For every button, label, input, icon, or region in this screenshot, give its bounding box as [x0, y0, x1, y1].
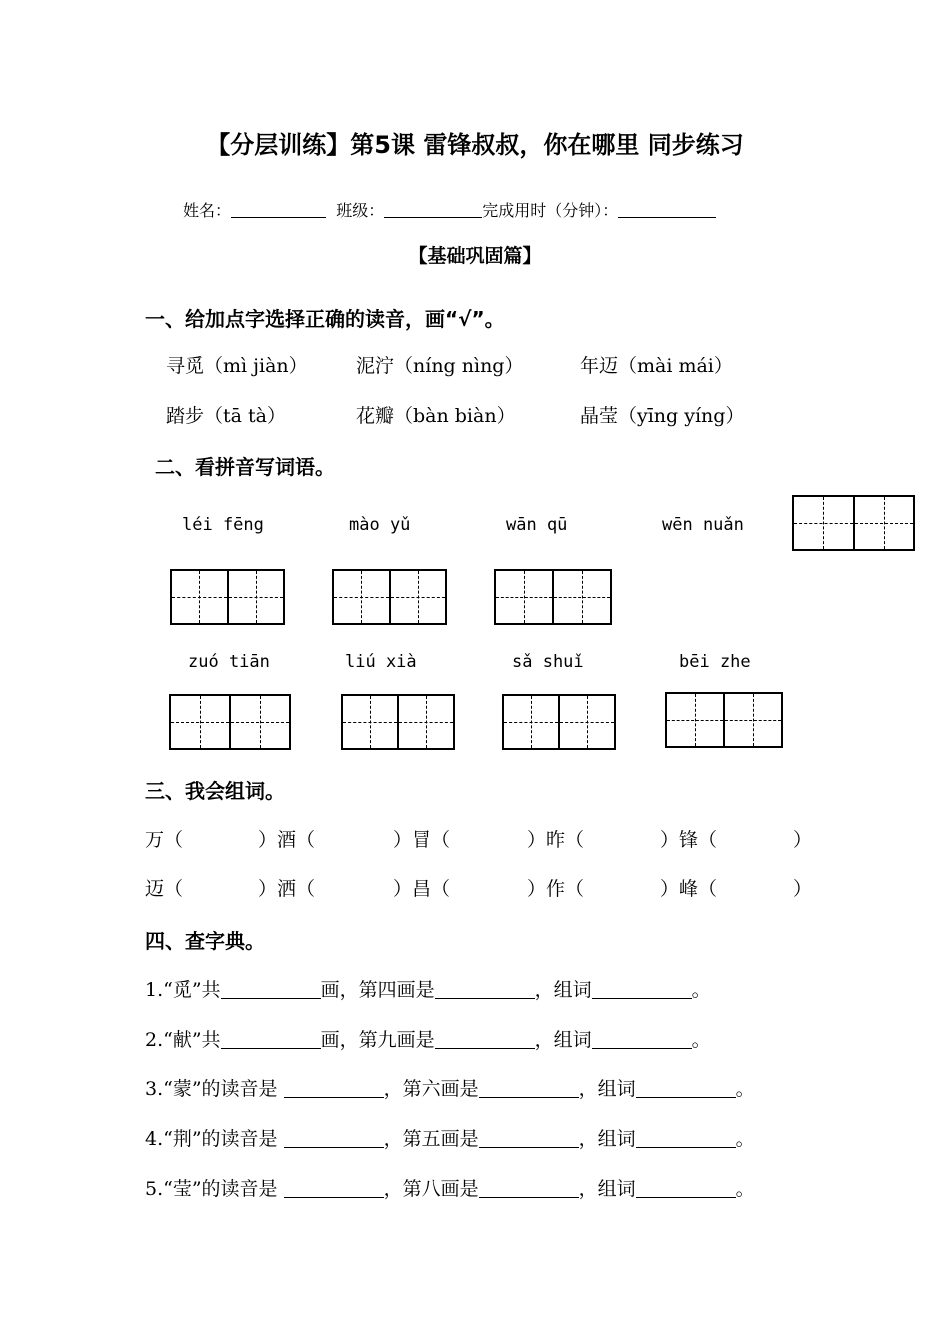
- name-label: 姓名：: [183, 201, 232, 220]
- answer-blank[interactable]: [284, 1179, 384, 1198]
- answer-blank[interactable]: [479, 1179, 579, 1198]
- pinyin-label: mào yǔ: [349, 515, 411, 535]
- line-text: 。: [735, 1078, 755, 1100]
- line-text: 2.“献”共: [145, 1029, 221, 1051]
- line-text: ，组词: [534, 979, 592, 1001]
- word-group-item: ）昨（: [527, 829, 585, 851]
- section-subtitle: 【基础巩固篇】: [408, 245, 542, 267]
- line-text: 5.“莹”的读音是: [145, 1178, 284, 1200]
- line-text: 画，第四画是: [320, 979, 435, 1001]
- line-text: 1.“觅”共: [145, 979, 221, 1001]
- answer-blank[interactable]: [435, 1030, 535, 1049]
- section1-heading: 一、给加点字选择正确的读音，画“√”。: [145, 307, 505, 331]
- writing-grid[interactable]: [332, 569, 447, 625]
- reading-item: 泥泞（níng nìng）: [356, 355, 524, 377]
- answer-blank[interactable]: [636, 1179, 736, 1198]
- answer-blank[interactable]: [592, 980, 692, 999]
- answer-blank[interactable]: [284, 1129, 384, 1148]
- section2-heading: 二、看拼音写词语。: [155, 455, 335, 479]
- line-text: 画，第九画是: [320, 1029, 435, 1051]
- page-title: 【分层训练】第5课 雷锋叔叔，你在哪里 同步练习: [206, 131, 744, 159]
- answer-blank[interactable]: [479, 1129, 579, 1148]
- word-group-item: 迈（: [145, 878, 184, 900]
- student-info-row: [183, 198, 716, 221]
- reading-item: 寻觅（mì jiàn）: [166, 355, 308, 377]
- line-text: 。: [735, 1178, 755, 1200]
- line-text: ，第五画是: [383, 1128, 479, 1150]
- reading-item: 年迈（mài mái）: [580, 355, 733, 377]
- answer-blank[interactable]: [221, 1030, 321, 1049]
- dictionary-line: [145, 975, 711, 1002]
- answer-blank[interactable]: [284, 1079, 384, 1098]
- pinyin-label: liú xià: [345, 652, 417, 672]
- word-group-item: ）昌（: [393, 878, 451, 900]
- pinyin-label: bēi zhe: [679, 652, 751, 672]
- word-group-item: ）锋（: [660, 829, 718, 851]
- line-text: 。: [691, 1029, 711, 1051]
- writing-grid[interactable]: [792, 495, 915, 551]
- word-group-item: ）洒（: [258, 878, 316, 900]
- dictionary-line: [145, 1174, 755, 1201]
- word-group-item: ）: [793, 829, 813, 851]
- class-label: 班级：: [336, 201, 385, 220]
- answer-blank[interactable]: [636, 1129, 736, 1148]
- name-field[interactable]: [231, 203, 326, 218]
- answer-blank[interactable]: [479, 1079, 579, 1098]
- pinyin-label: wān qū: [506, 515, 568, 535]
- time-field[interactable]: [618, 203, 716, 218]
- word-group-item: ）峰（: [660, 878, 718, 900]
- section4-heading: 四、查字典。: [145, 929, 265, 953]
- line-text: ，第八画是: [383, 1178, 479, 1200]
- line-text: 。: [691, 979, 711, 1001]
- writing-grid[interactable]: [170, 569, 285, 625]
- pinyin-label: zuó tiān: [188, 652, 270, 672]
- line-text: ，组词: [578, 1128, 636, 1150]
- reading-item: 踏步（tā tà）: [166, 405, 286, 427]
- writing-grid[interactable]: [494, 569, 612, 625]
- word-group-item: ）酒（: [258, 829, 316, 851]
- pinyin-label: léi fēng: [182, 515, 264, 535]
- reading-item: 花瓣（bàn biàn）: [356, 405, 516, 427]
- dictionary-line: [145, 1025, 711, 1052]
- dictionary-line: [145, 1124, 755, 1151]
- pinyin-label: wēn nuǎn: [662, 515, 744, 535]
- line-text: 。: [735, 1128, 755, 1150]
- answer-blank[interactable]: [636, 1079, 736, 1098]
- writing-grid[interactable]: [502, 694, 616, 750]
- reading-item: 晶莹（yīng yíng）: [580, 405, 745, 427]
- pinyin-label: sǎ shuǐ: [512, 652, 584, 672]
- line-text: ，组词: [534, 1029, 592, 1051]
- writing-grid[interactable]: [665, 692, 783, 748]
- word-group-item: 万（: [145, 829, 184, 851]
- line-text: ，组词: [578, 1078, 636, 1100]
- word-group-item: ）作（: [527, 878, 585, 900]
- line-text: 4.“荆”的读音是: [145, 1128, 284, 1150]
- writing-grid[interactable]: [169, 694, 291, 750]
- writing-grid[interactable]: [341, 694, 455, 750]
- word-group-item: ）: [793, 878, 813, 900]
- answer-blank[interactable]: [221, 980, 321, 999]
- class-field[interactable]: [384, 203, 482, 218]
- dictionary-line: [145, 1074, 755, 1101]
- section3-heading: 三、我会组词。: [145, 779, 285, 803]
- time-label: 完成用时（分钟）：: [482, 201, 619, 220]
- line-text: 3.“蒙”的读音是: [145, 1078, 284, 1100]
- word-group-item: ）冒（: [393, 829, 451, 851]
- answer-blank[interactable]: [592, 1030, 692, 1049]
- line-text: ，组词: [578, 1178, 636, 1200]
- answer-blank[interactable]: [435, 980, 535, 999]
- line-text: ，第六画是: [383, 1078, 479, 1100]
